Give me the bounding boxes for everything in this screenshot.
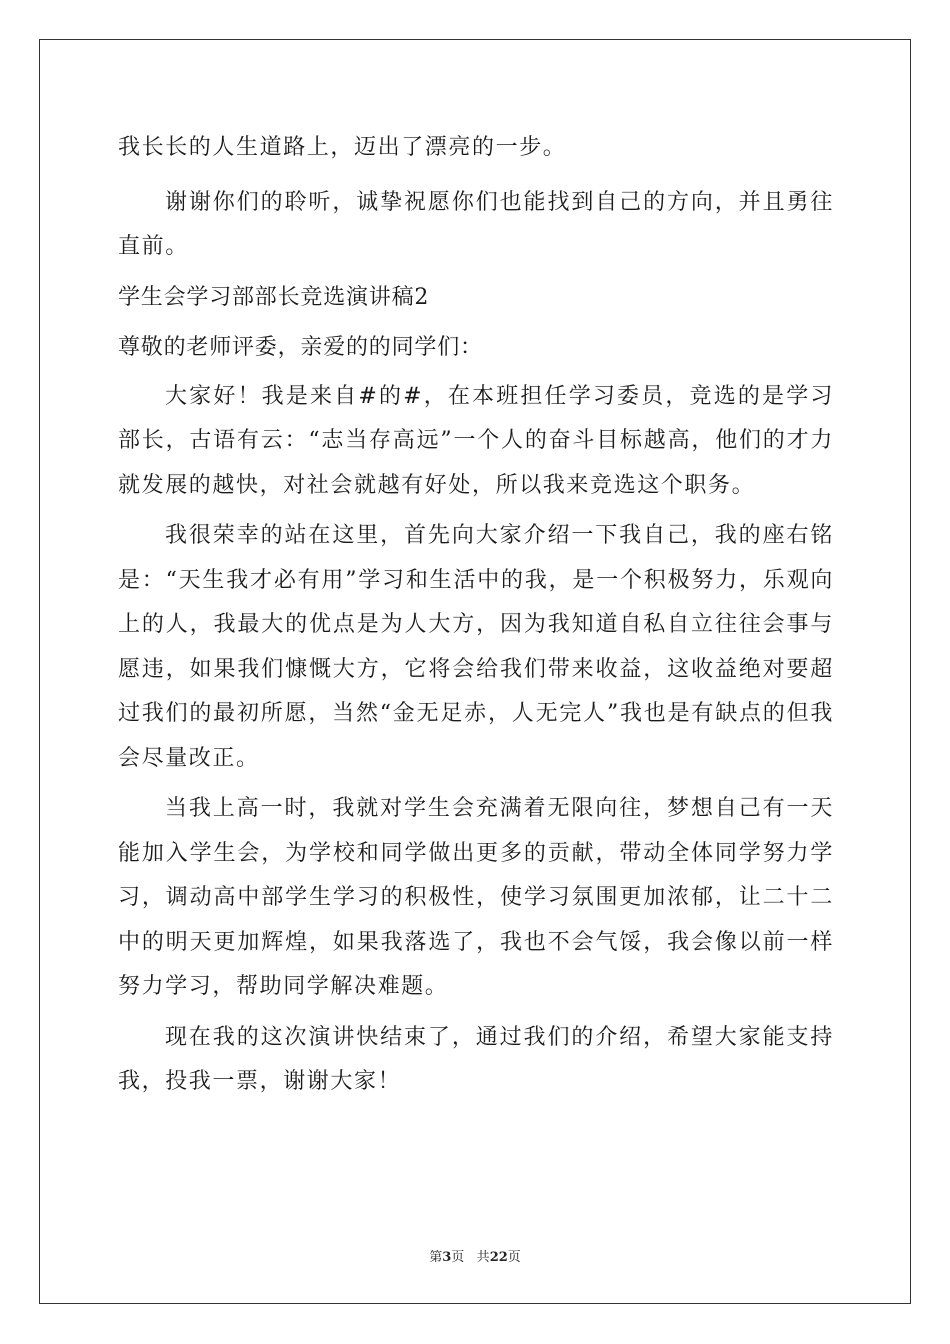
page-current: 3 (442, 1250, 452, 1265)
paragraph: 我长长的人生道路上，迈出了漂亮的一步。 (118, 135, 567, 160)
salutation: 尊敬的老师评委，亲爱的的同学们： (118, 335, 483, 360)
page-footer (0, 1246, 950, 1265)
total-suffix: 页 (507, 1250, 521, 1265)
paragraph: 谢谢你们的聆听，诚挚祝愿你们也能找到自己的方向，并且勇往直前。 (118, 189, 834, 259)
page-prefix: 第 (429, 1250, 443, 1265)
document-body (118, 126, 834, 1105)
total-prefix: 共 (476, 1250, 490, 1265)
paragraph: 我很荣幸的站在这里，首先向大家介绍一下我自己，我的座右铭是：“天生我才必有用”学习和生活中的我，是一个积极努力，乐观向上的人，我最大的优点是为人大方，因为我知道自私自立往往会事与愿违，如果我们慷慨大方，它将会给我们带来收益，这收益绝对要超过我们的最初所愿，当然“金无足赤，人无完人”我也是有缺点的但我会尽量改正。 (118, 523, 834, 771)
page-suffix: 页 (451, 1250, 465, 1265)
paragraph: 现在我的这次演讲快结束了，通过我们的介绍，希望大家能支持我，投我一票，谢谢大家！ (118, 1024, 834, 1094)
paragraph: 当我上高一时，我就对学生会充满着无限向往，梦想自己有一天能加入学生会，为学校和同学做出更多的贡献，带动全体同学努力学习，调动高中部学生学习的积极性，使学习氛围更加浓郁，让二十二中的明天更加辉煌，如果我落选了，我也不会气馁，我会像以前一样努力学习，帮助同学解决难题。 (118, 796, 834, 999)
paragraph: 大家好！我是来自#的#，在本班担任学习委员，竞选的是学习部长，古语有云：“志当存高远”一个人的奋斗目标越高，他们的才力就发展的越快，对社会就越有好处，所以我来竞选这个职务。 (118, 383, 834, 498)
page-total: 22 (489, 1250, 508, 1265)
section-title: 学生会学习部部长竞选演讲稿2 (118, 284, 430, 310)
